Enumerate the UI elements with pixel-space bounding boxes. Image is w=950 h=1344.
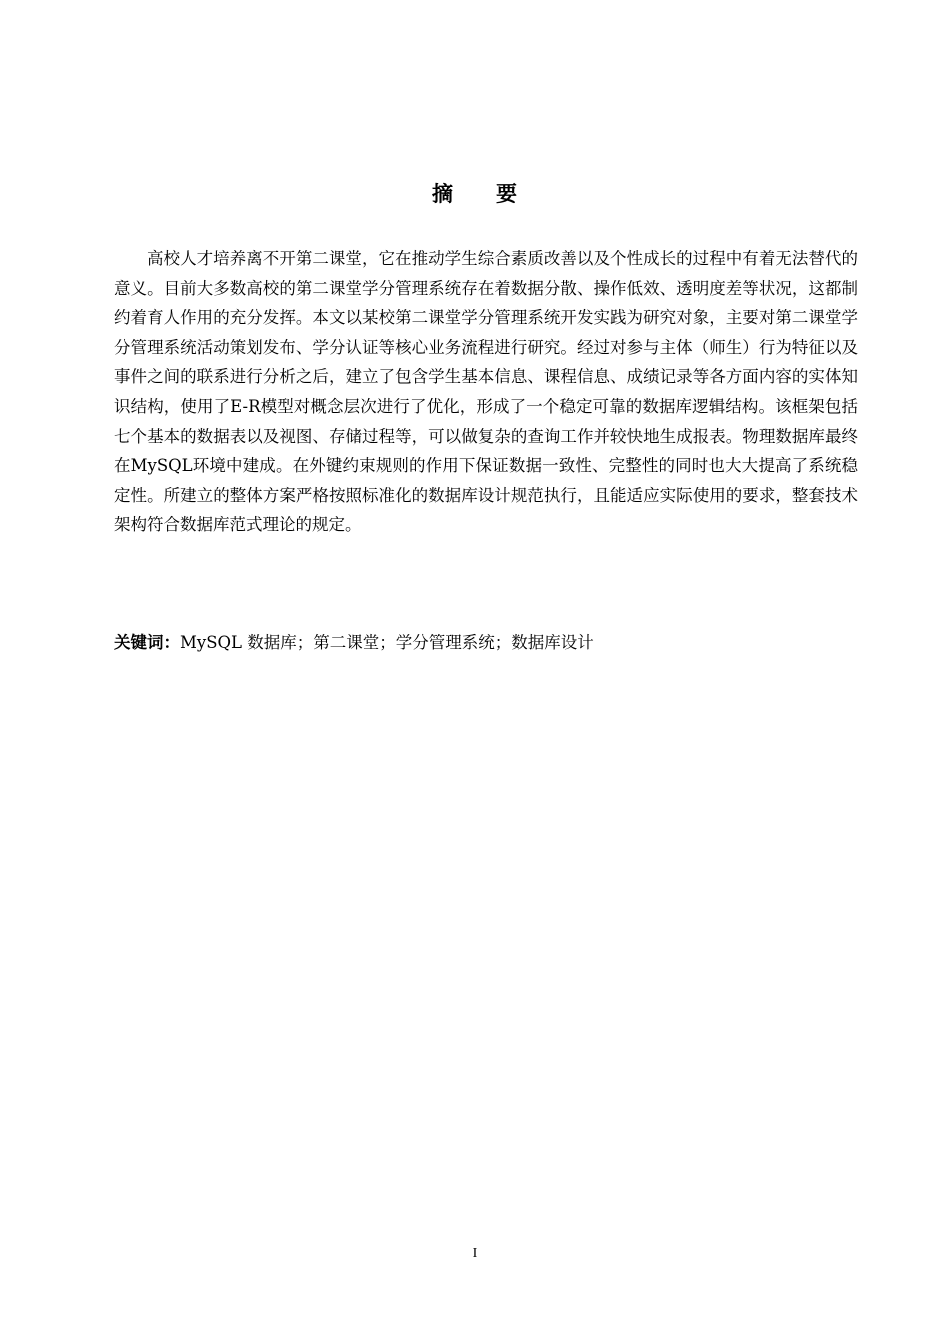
abstract-body: 高校人才培养离不开第二课堂，它在推动学生综合素质改善以及个性成长的过程中有着无法替代的意义。目前大多数高校的第二课堂学分管理系统存在着数据分散、操作低效、透明度差等状况，这都制约着育人作用的充分发挥。本文以某校第二课堂学分管理系统开发实践为研究对象，主要对第二课堂学分管理系统活动策划发布、学分认证等核心业务流程进行研究。经过对参与主体（师生）行为特征以及事件之间的联系进行分析之后，建立了包含学生基本信息、课程信息、成绩记录等各方面内容的实体知识结构，使用了E-R模型对概念层次进行了优化，形成了一个稳定可靠的数据库逻辑结构。该框架包括七个基本的数据表以及视图、存储过程等，可以做复杂的查询工作并较快地生成报表。物理数据库最终在MySQL环境中建成。在外键约束规则的作用下保证数据一致性、完整性的同时也大大提高了系统稳定性。所建立的整体方案严格按照标准化的数据库设计规范执行，且能适应实际使用的要求，整套技术架构符合数据库范式理论的规定。 [114,249,858,535]
title-char-2: 要 [496,182,518,206]
keywords-items: MySQL 数据库；第二课堂；学分管理系统；数据库设计 [180,633,594,652]
keywords-line [114,629,858,657]
page-number: I [472,1246,478,1261]
page-title [0,178,950,208]
keywords-label: 关键词： [114,633,180,652]
title-char-1: 摘 [432,182,454,206]
